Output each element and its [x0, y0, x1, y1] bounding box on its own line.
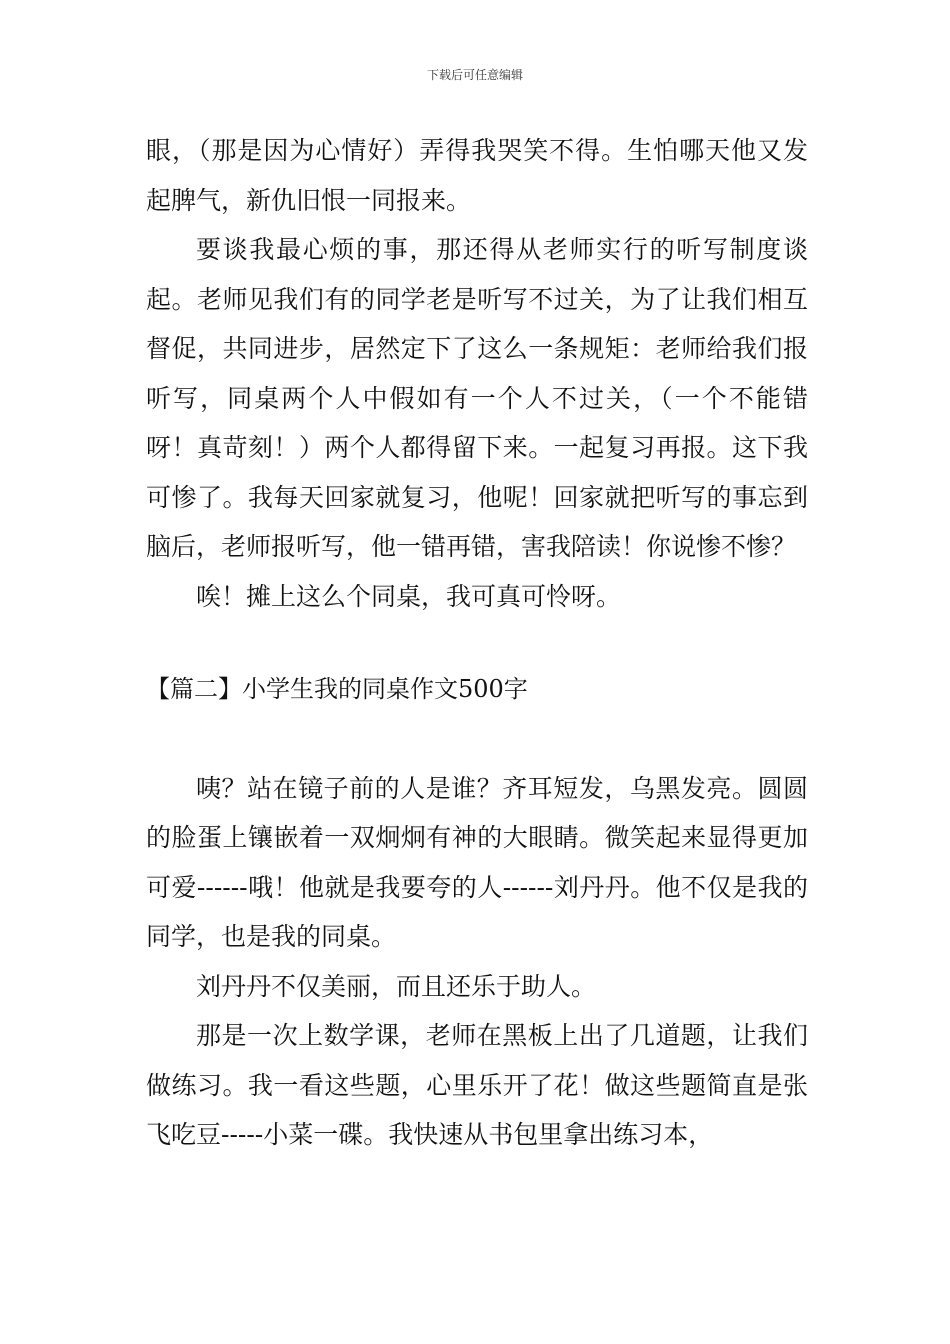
section-heading: 【篇二】小学生我的同桌作文500字 [146, 675, 528, 703]
paragraph: 咦？站在镜子前的人是谁？齐耳短发，乌黑发亮。圆圆的脸蛋上镶嵌着一双炯炯有神的大眼睛。微笑起来显得更加可爱------哦！他就是我要夸的人------刘丹丹。他不仅是我的同学，也是我的同桌。 [146, 773, 808, 951]
paragraph: 要谈我最心烦的事，那还得从老师实行的听写制度谈起。老师见我们有的同学老是听写不过关，为了让我们相互督促，共同进步，居然定下了这么一条规矩：老师给我们报听写，同桌两个人中假如有一个人不过关，（一个不能错呀！真苛刻！）两个人都得留下来。一起复习再报。这下我可惨了。我每天回家就复习，他呢！回家就把听写的事忘到脑后，老师报听写，他一错再错，害我陪读！你说惨不惨？ [146, 235, 808, 561]
paragraph: 唉！摊上这么个同桌，我可真可怜呀。 [196, 581, 622, 611]
header-note: 下载后可任意编辑 [426, 68, 523, 82]
document-body [146, 126, 808, 1160]
paragraph: 那是一次上数学课，老师在黑板上出了几道题，让我们做练习。我一看这些题，心里乐开了花！做这些题简直是张飞吃豆-----小菜一碟。我快速从书包里拿出练习本， [146, 1021, 808, 1149]
paragraph-continued: 眼，（那是因为心情好）弄得我哭笑不得。生怕哪天他又发起脾气，新仇旧恨一同报来。 [146, 136, 808, 215]
paragraph: 刘丹丹不仅美丽，而且还乐于助人。 [196, 971, 597, 1001]
